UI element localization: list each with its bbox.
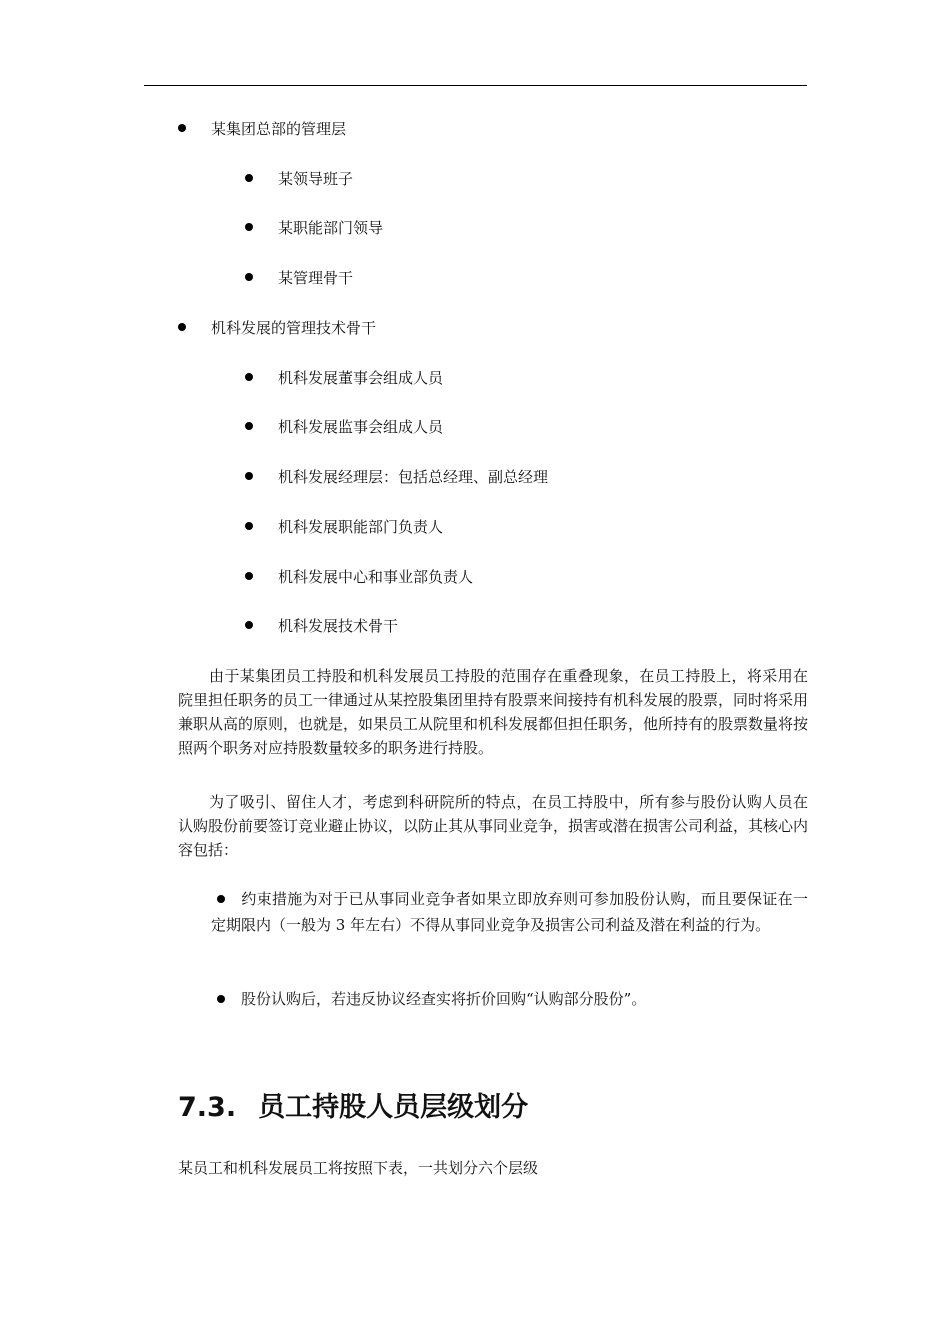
list-item [178, 316, 376, 338]
list-item [245, 167, 353, 189]
list-item [245, 614, 398, 636]
list-item-text: 机科发展董事会组成人员 [278, 368, 444, 387]
bullet-icon [217, 995, 225, 1003]
list-item-text: 机科发展经理层：包括总经理、副总经理 [278, 467, 549, 486]
bullet-icon [245, 472, 253, 480]
list-item-text: 某领导班子 [278, 169, 354, 188]
header-rule [144, 85, 807, 86]
list-item [245, 216, 383, 238]
bullet-icon [178, 323, 186, 331]
core-item-text: 股份认购后，若违反协议经查实将折价回购“认购部分股份”。 [241, 990, 647, 1008]
core-item-text: 约束措施为对于已从事同业竞争者如果立即放弃则可参加股份认购，而且要保证在一定期限内（一般为 3 年左右）不得从事同业竞争及损害公司利益及潜在利益的行为。 [211, 890, 808, 934]
bullet-icon [217, 895, 225, 903]
core-item [211, 986, 808, 1012]
list-item-text: 机科发展的管理技术骨干 [211, 318, 377, 337]
paragraph-overlap: 由于某集团员工持股和机科发展员工持股的范围存在重叠现象，在员工持股上，将采用在院里担任职务的员工一律通过从某控股集团里持有股票来间接持有机科发展的股票，同时将采用兼职从高的原则，也就是，如果员工从院里和机科发展都但担任职务，他所持有的股票数量将按照两个职务对应持股数量较多的职务进行持股。 [178, 667, 809, 757]
bullet-icon [245, 522, 253, 530]
bullet-icon [245, 621, 253, 629]
list-item-text: 某职能部门领导 [278, 218, 384, 237]
list-item-text: 某集团总部的管理层 [211, 119, 347, 138]
section-number: 7.3. [178, 1092, 237, 1123]
bullet-icon [245, 223, 253, 231]
bullet-icon [245, 273, 253, 281]
list-item [245, 366, 443, 388]
bullet-icon [245, 373, 253, 381]
section-title: 员工持股人员层级划分 [258, 1092, 529, 1123]
paragraph-noncompete: 为了吸引、留住人才，考虑到科研院所的特点，在员工持股中，所有参与股份认购人员在认购股份前要签订竞业避止协议，以防止其从事同业竞争，损害或潜在损害公司利益，其核心内容包括： [178, 793, 809, 859]
list-item [245, 565, 473, 587]
bullet-icon [245, 572, 253, 580]
list-item [245, 266, 353, 288]
list-item-text: 机科发展职能部门负责人 [278, 517, 444, 536]
section-heading [178, 1088, 528, 1128]
list-item-text: 机科发展技术骨干 [278, 616, 399, 635]
bullet-icon [245, 422, 253, 430]
list-item [245, 415, 443, 437]
closing-text: 某员工和机科发展员工将按照下表，一共划分六个层级 [178, 1159, 539, 1177]
bullet-icon [178, 124, 186, 132]
list-item-text: 某管理骨干 [278, 268, 354, 287]
bullet-icon [245, 174, 253, 182]
list-item [178, 117, 346, 139]
core-item [211, 886, 808, 938]
list-item [245, 465, 548, 487]
list-item-text: 机科发展监事会组成人员 [278, 417, 444, 436]
list-item-text: 机科发展中心和事业部负责人 [278, 567, 474, 586]
list-item [245, 515, 443, 537]
